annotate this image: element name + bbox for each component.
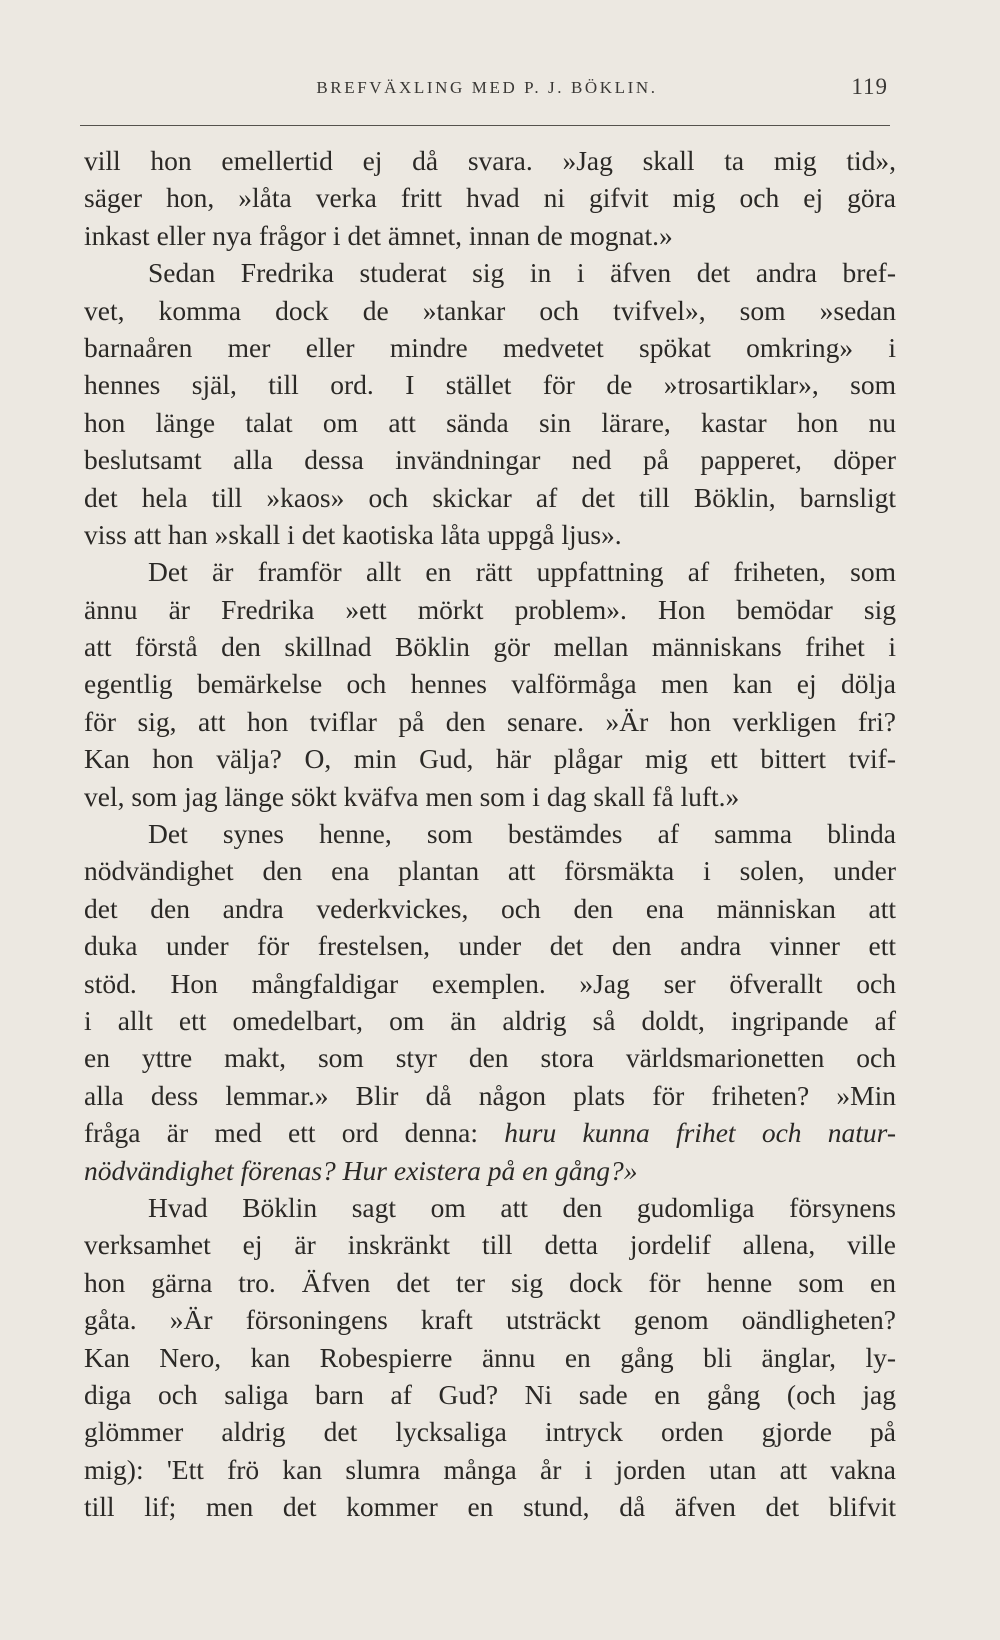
text-line [84, 1413, 896, 1450]
text-line [84, 628, 896, 665]
text-line [84, 665, 896, 702]
text-line [84, 703, 896, 740]
text-line [84, 1002, 896, 1039]
page-number: 119 [851, 74, 888, 99]
text-segment: vel, som jag länge sökt kväfva men som i dag skall få luft.» [84, 780, 740, 812]
text-segment: glömmer aldrig det lycksaliga intryck orden gjorde på [84, 1416, 896, 1448]
text-segment: verksamhet ej är inskränkt till detta jordelif allena, ville [84, 1229, 896, 1261]
text-segment: säger hon, »låta verka fritt hvad ni gifvit mig och ej göra [84, 182, 896, 214]
text-line [84, 254, 896, 291]
text-line [84, 217, 896, 254]
text-segment: fråga är med ett ord denna: [84, 1117, 505, 1149]
text-line [84, 142, 896, 179]
header-rule [80, 125, 890, 126]
text-line [84, 516, 896, 553]
text-segment: alla dess lemmar.» Blir då någon plats för friheten? »Min [84, 1079, 896, 1111]
text-segment: vill hon emellertid ej då svara. »Jag skall ta mig tid», [84, 145, 896, 176]
text-segment: diga och saliga barn af Gud? Ni sade en gång (och jag [84, 1378, 896, 1410]
text-segment: nödvändighet den ena plantan att försmäkta i solen, under [84, 855, 896, 887]
text-line [84, 740, 896, 777]
text-line [84, 1264, 896, 1301]
text-segment: ännu är Fredrika »ett mörkt problem». Hon bemödar sig [84, 593, 896, 625]
text-line [84, 591, 896, 628]
text-segment: Kan Nero, kan Robespierre ännu en gång bli änglar, ly- [84, 1341, 896, 1373]
text-line [84, 1488, 896, 1525]
text-line [84, 1376, 896, 1413]
text-segment: stöd. Hon mångfaldigar exemplen. »Jag ser öfverallt och [84, 967, 896, 999]
text-line [84, 1152, 896, 1189]
text-segment: det den andra vederkvickes, och den ena människan att [84, 892, 896, 924]
text-segment: Det är framför allt en rätt uppfattning af friheten, som [148, 556, 896, 588]
text-segment: hennes själ, till ord. I stället för de »trosartiklar», som [84, 369, 896, 401]
text-line [84, 1339, 896, 1376]
text-segment: hon gärna tro. Äfven det ter sig dock för henne som en [84, 1266, 896, 1298]
text-line [84, 404, 896, 441]
text-segment: inkast eller nya frågor i det ämnet, innan de mognat.» [84, 219, 673, 251]
text-segment: det hela till »kaos» och skickar af det till Böklin, barnsligt [84, 481, 896, 513]
text-line [84, 479, 896, 516]
text-segment: Det synes henne, som bestämdes af samma blinda [148, 818, 896, 850]
text-line [84, 890, 896, 927]
text-line [84, 1189, 896, 1226]
text-line [84, 179, 896, 216]
running-head [84, 74, 890, 104]
text-line [84, 1301, 896, 1338]
text-segment: till lif; men det kommer en stund, då äfven det blifvit [84, 1491, 896, 1523]
body-text [84, 142, 896, 1525]
text-line [84, 1226, 896, 1263]
text-segment: mig): 'Ett frö kan slumra många år i jorden utan att vakna [84, 1453, 896, 1485]
text-segment: att förstå den skillnad Böklin gör mellan människans frihet i [84, 631, 896, 663]
text-segment: duka under för frestelsen, under det den andra vinner ett [84, 930, 896, 962]
text-segment: en yttre makt, som styr den stora världsmarionetten och [84, 1042, 896, 1074]
text-line [84, 1114, 896, 1151]
text-segment: beslutsamt alla dessa invändningar ned på papperet, döper [84, 444, 896, 476]
text-line [84, 1077, 896, 1114]
text-segment: Sedan Fredrika studerat sig in i äfven det andra bref- [148, 257, 896, 289]
text-line [84, 927, 896, 964]
text-segment: i allt ett omedelbart, om än aldrig så doldt, ingripande af [84, 1004, 896, 1036]
text-segment: barnaåren mer eller mindre medvetet spökat omkring» i [84, 331, 896, 363]
text-line [84, 965, 896, 1002]
italic-text-segment: nödvändighet förenas? Hur existera på en gång?» [84, 1154, 638, 1186]
text-segment: egentlig bemärkelse och hennes valförmåga men kan ej dölja [84, 668, 896, 700]
text-line [84, 815, 896, 852]
text-segment: gåta. »Är försoningens kraft utsträckt genom oändligheten? [84, 1304, 896, 1336]
text-line [84, 778, 896, 815]
text-line [84, 329, 896, 366]
text-segment: Kan hon välja? O, min Gud, här plågar mig ett bittert tvif- [84, 743, 896, 775]
text-line [84, 1039, 896, 1076]
text-segment: vet, komma dock de »tankar och tvifvel», som »sedan [84, 294, 896, 326]
text-line [84, 852, 896, 889]
text-segment: Hvad Böklin sagt om att den gudomliga försynens [148, 1191, 896, 1223]
text-segment: för sig, att hon tviflar på den senare. »Är hon verkligen fri? [84, 705, 896, 737]
running-title: BREFVÄXLING MED P. J. BÖKLIN. [316, 78, 658, 97]
text-line [84, 441, 896, 478]
text-segment: viss att han »skall i det kaotiska låta uppgå ljus». [84, 518, 622, 550]
text-line [84, 366, 896, 403]
text-line [84, 553, 896, 590]
text-line [84, 292, 896, 329]
italic-text-segment: huru kunna frihet och natur- [504, 1117, 896, 1149]
text-segment: hon länge talat om att sända sin lärare, kastar hon nu [84, 406, 896, 438]
text-line [84, 1451, 896, 1488]
